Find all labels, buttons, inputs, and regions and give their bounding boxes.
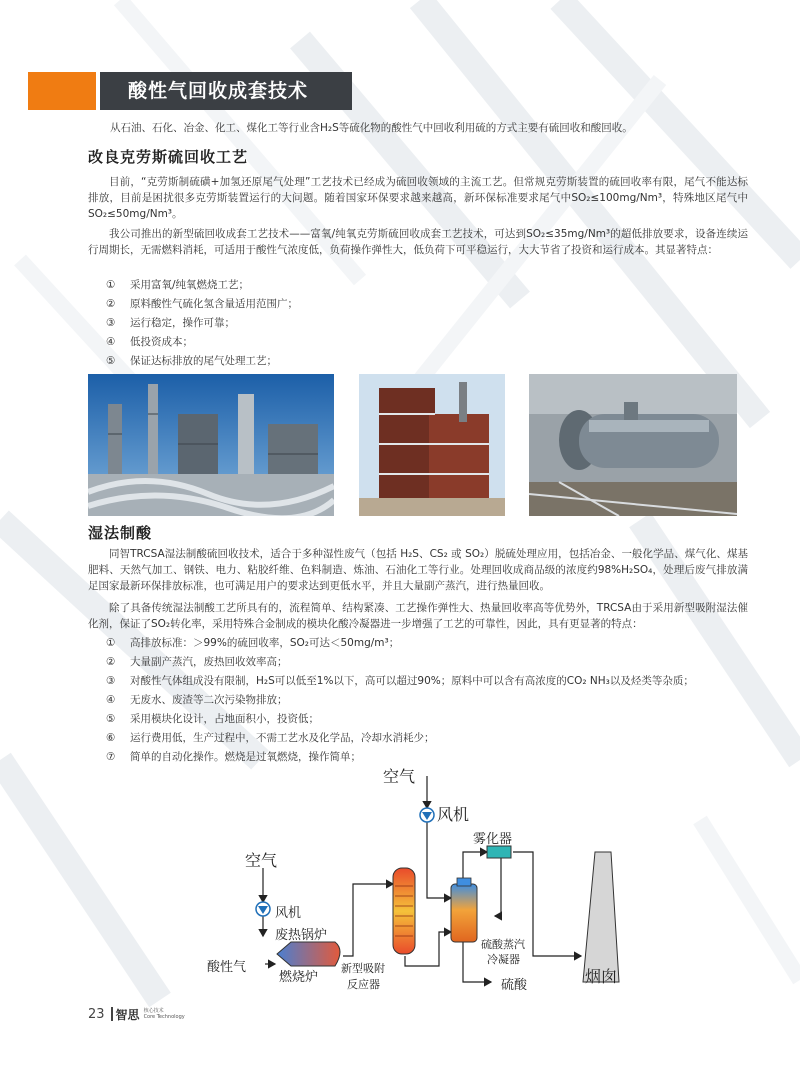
list-item: ⑤ 保证达标排放的尾气处理工艺； bbox=[106, 355, 277, 367]
acid-output-label: 硫酸 bbox=[501, 978, 528, 993]
wsa-paragraph-1: 同智TRCSA湿法制酸硫回收技术，适合于多种湿性废气（包括 H₂S、CS₂ 或 SO₂）脱硫处理应用，包括冶金、一般化学品、煤气化、煤基肥料、天然气加工、钢铁、电力、粘胶纤维、色料制造、炼油、石油化工等行业。处理回收成商品级的浓度约98%H₂SO₄，处理后废气排放满足国家最新环保排放标准，也可满足用户的要求达到更低水平，并且大量副产蒸汽，进行热量回收。 bbox=[88, 548, 748, 592]
process-flow-lines bbox=[195, 756, 645, 996]
reactor-label-line2: 反应器 bbox=[347, 978, 380, 991]
claus-feature-list bbox=[106, 276, 746, 371]
title-bar bbox=[28, 72, 352, 110]
page-title: 酸性气回收成套技术 bbox=[100, 72, 352, 110]
chimney-label: 烟囱 bbox=[585, 967, 618, 986]
list-item: ② 大量副产蒸汽，废热回收效率高； bbox=[106, 656, 288, 668]
wsa-paragraph-2: 除了具备传统湿法制酸工艺所具有的，流程简单、结构紧凑、工艺操作弹性大、热量回收率高等优势外，TRCSA由于采用新型吸附湿法催化剂，保证了SO₂转化率，采用特殊合金制成的模块化酸冷凝器进一步增强了工艺的可靠性，因此，具有更显著的特点： bbox=[88, 602, 748, 630]
fan-label-top: 风机 bbox=[437, 805, 470, 824]
list-item: ⑤ 采用模块化设计，占地面积小，投资低； bbox=[106, 713, 319, 725]
condenser-label-line2: 冷凝器 bbox=[487, 953, 520, 966]
process-flow-diagram bbox=[195, 756, 645, 996]
fan-icon bbox=[256, 902, 270, 916]
acid-gas-label: 酸性气 bbox=[207, 960, 247, 975]
list-item: ① 采用富氧/纯氧燃烧工艺； bbox=[106, 279, 250, 291]
title-accent-block bbox=[28, 72, 96, 110]
page-number: 23 bbox=[88, 1006, 105, 1022]
condenser-label-line1: 硫酸蒸汽 bbox=[481, 938, 525, 951]
reactor-icon bbox=[393, 868, 415, 954]
list-item: ④ 无废水、废渣等二次污染物排放； bbox=[106, 694, 288, 706]
plant-structure-photo bbox=[359, 374, 505, 516]
boiler-label: 废热锅炉 bbox=[275, 928, 328, 943]
list-item: ① 高排放标准：＞99%的硫回收率，SO₂可达＜50mg/m³； bbox=[106, 637, 400, 649]
fan-label-left: 风机 bbox=[275, 906, 302, 921]
section-heading-wsa: 湿法制酸 bbox=[88, 524, 153, 542]
refinery-photo bbox=[88, 374, 334, 516]
list-item: ③ 运行稳定，操作可靠； bbox=[106, 317, 235, 329]
claus-paragraph-1: 目前，“克劳斯制硫磺+加氢还原尾气处理”工艺技术已经成为硫回收领域的主流工艺。但常规克劳斯装置的硫回收率有限，尾气不能达标排放，目前是困扰很多克劳斯装置运行的大问题。随着国家环保要求越来越高，新环保标准要求尾气中SO₂≤100mg/Nm³，特殊地区尾气中SO₂≤50mg/Nm³。 bbox=[88, 176, 748, 220]
list-item: ③ 对酸性气体组成没有限制，H₂S可以低至1%以下，高可以超过90%；原料中可以含有高浓度的CO₂ NH₃以及烃类等杂质； bbox=[106, 675, 694, 687]
chimney-icon bbox=[583, 852, 619, 982]
atomizer-icon bbox=[487, 846, 511, 858]
furnace-icon bbox=[277, 942, 340, 966]
list-item: ② 原料酸性气硫化氢含量适用范围广； bbox=[106, 298, 298, 310]
brand-name: 智思 bbox=[115, 1007, 140, 1022]
fan-icon bbox=[420, 808, 434, 822]
condenser-icon bbox=[451, 878, 477, 942]
furnace-label: 燃烧炉 bbox=[279, 970, 319, 985]
intro-text: 从石油、石化、冶金、化工、煤化工等行业含H₂S等硫化物的酸性气中回收利用硫的方式主要有硫回收和酸回收。 bbox=[110, 122, 633, 134]
list-item: ⑦ 简单的自动化操作。燃烧是过氧燃烧，操作简单； bbox=[106, 751, 361, 763]
brand-subtitle: 核心技术 Core Technology bbox=[143, 1008, 185, 1020]
claus-paragraph-2: 我公司推出的新型硫回收成套工艺技术——富氧/纯氧克劳斯硫回收成套工艺技术，可达到SO₂≤35mg/Nm³的超低排放要求，设备连续运行周期长，无需燃料消耗，可适用于酸性气浓度低，负荷操作弹性大，低负荷下可平稳运行，大大节省了投资和运行成本。其显著特点： bbox=[88, 228, 748, 256]
air-label-top: 空气 bbox=[383, 767, 416, 786]
list-item: ⑥ 运行费用低，生产过程中，不需工艺水及化学品，冷却水消耗少； bbox=[106, 732, 435, 744]
page-footer bbox=[88, 1004, 185, 1024]
list-item: ④ 低投资成本； bbox=[106, 336, 193, 348]
brand-divider bbox=[111, 1007, 113, 1021]
wsa-feature-list bbox=[106, 634, 746, 767]
atomizer-label: 雾化器 bbox=[473, 832, 513, 847]
vessel-photo bbox=[529, 374, 737, 516]
section-heading-claus: 改良克劳斯硫回收工艺 bbox=[88, 148, 249, 166]
reactor-label-line1: 新型吸附 bbox=[341, 962, 385, 975]
air-label-left: 空气 bbox=[245, 851, 278, 870]
